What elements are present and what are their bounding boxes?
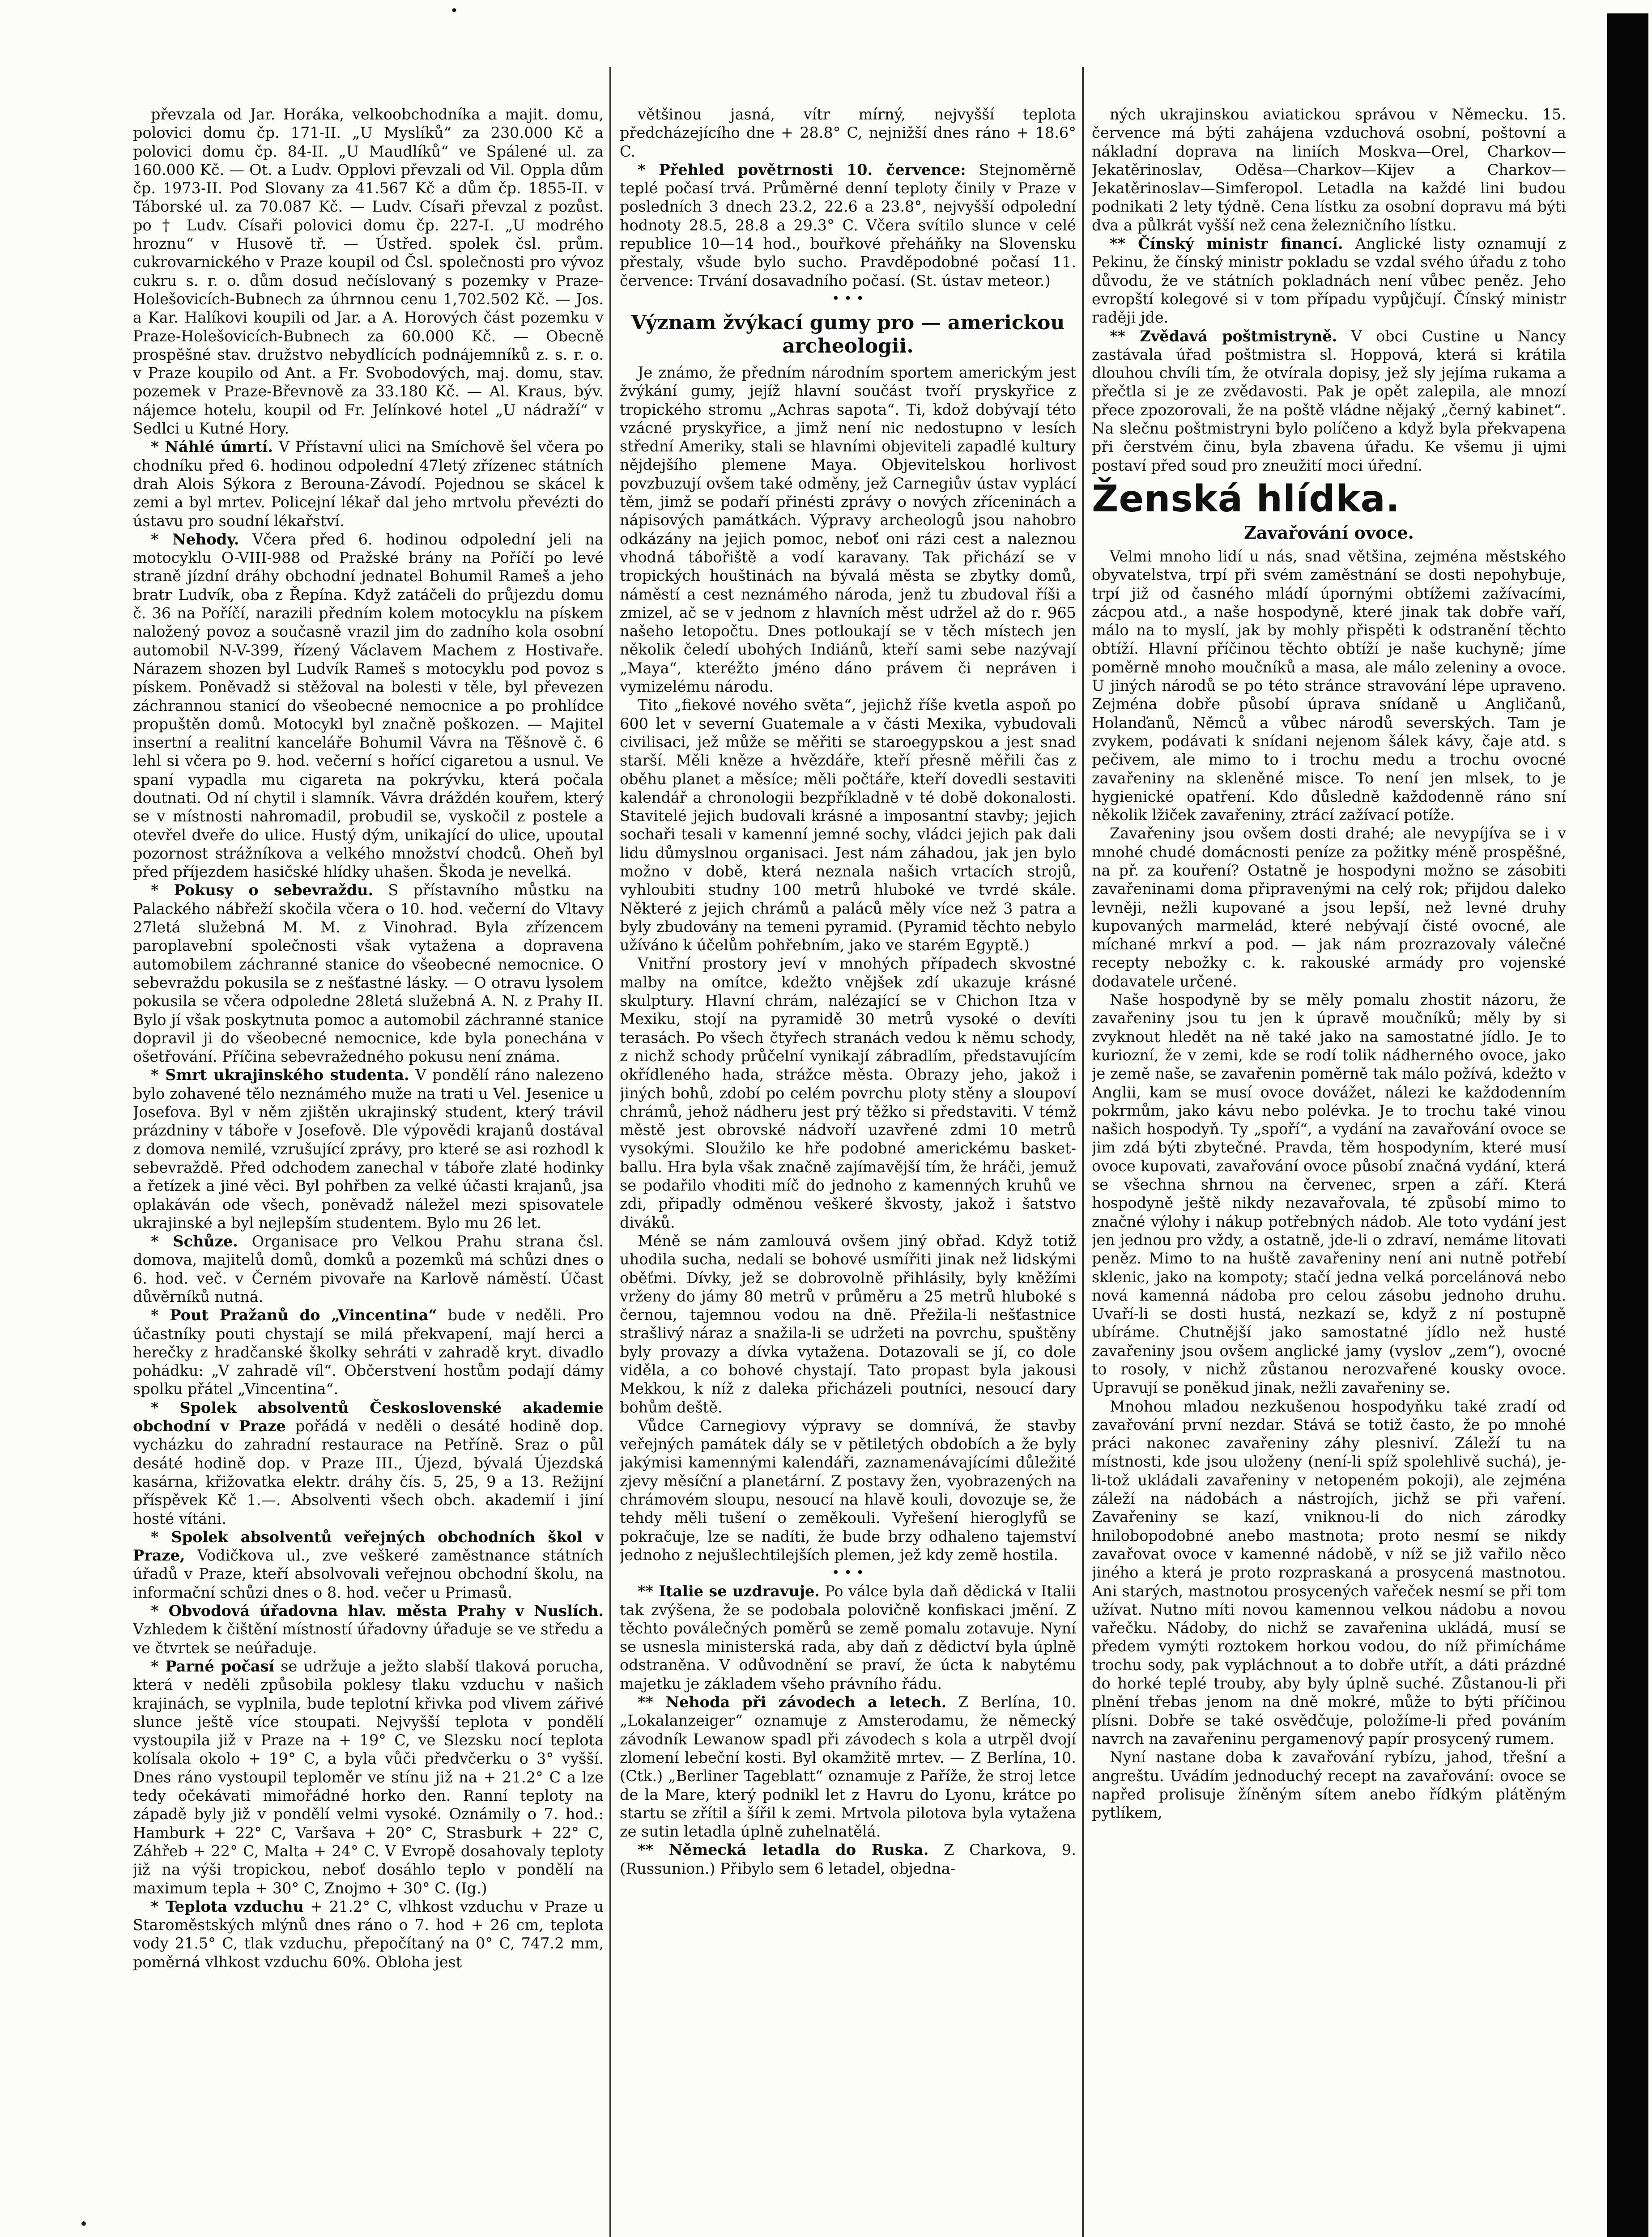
news-paragraph [620,1582,1076,1693]
news-paragraph [133,1232,604,1306]
paragraph-lead: ** Nehoda při závodech a letech. [638,1693,947,1711]
news-paragraph [1092,1748,1566,1822]
paragraph-lead: * Smrt ukrajinského studenta. [151,1066,409,1084]
paragraph-text: ných ukrajinskou aviatickou správou v Německu. 15. července má býti zahájena vzduchová osobní, poštovní a nákladní doprava na liniích Moskva—Orel, Charkov—Jekatěrinoslav, Oděsa—Charkov—Kijev a Charkov—Jekatěrinoslav—Simferopol. Letadla na každé lini budou podnikati 2 lety týdně. Cena lístku za osobní dopravu má býti dva a půlkrát vyšší než cena železničního lístku. [1092,106,1566,234]
paragraph-text: Tito „fiekové nového světa“, jejichž říše kvetla aspoň po 600 let v severní Guatemale a v části Mexika, vybudovali civilisaci, jež může se měřiti se staroegypskou a jest snad starší. Měli kněze a hvězdáře, kteří přesně měřili čas z oběhu planet a měsíce; měli počtáře, kteří dovedli sestaviti kalendář a chronologii bezpříkladně v té době dokonalosti. Stavitelé jejich budovali krásné a imposantní stavby; jejich sochaři tesali v kamenní jemné sochy, vládci jejich pak dali lidu důmyslnou organisaci. Jest nám záhadou, jak jen bylo možno v době, která neznala našich vrtacích strojů, vyhloubiti studny 100 metrů hluboké ve tvrdé skále. Některé z jejich chrámů a paláců měly více než 3 patra a byly zbudovány na temeni pyramid. (Pyramid těchto nebylo užíváno k účelům pohřebním, jako ve starém Egyptě.) [620,696,1076,954]
news-paragraph [1092,1397,1566,1748]
news-notes [1092,105,1566,475]
paragraph-text: Stejnoměrně teplé počasí trvá. Průměrné denní teploty činily v Praze v posledních 3 dnech 23.2, 22.6 a 23.8°, nejvyšší odpolední hodnoty 28.5, 28.8 a 29.3° C. Včera svítilo slunce v celé republice 10—14 hod., bouřkové přeháňky na Slovensku přestaly, všude bylo sucho. Pravděpodobné počasí 11. července: Trvání dosavadního počasí. (St. ústav meteor.) [620,161,1076,289]
paragraph-lead: ** Čínský ministr financí. [1110,235,1343,253]
paragraph-text: Velmi mnoho lidí u nás, snad většina, zejména městského obyvatelstva, trpí při svém zaměstnání se dosti nepohybuje, trpí již od časného mládí úpornými obtížemi zažívacími, zácpou atd., a naše hospodyně, které jinak tak dobře vaří, málo na to myslí, jak by mohly přispěti k odstranění těchto obtíží. Hlavní příčinou těchto obtíží je naše kuchyně; jíme poměrně mnoho moučníků a masa, ale málo zeleniny a ovoce. U jiných národů se po této stránce stravování lépe upraveno. Zejména dobře působí úprava snídaně u Angličanů, Holanďanů, Němců a vůbec národů severských. Tam je zvykem, podávati k snídani nejenom šálek kávy, čaje atd. s pečivem, ale mimo to i trochu medu a trochu ovocné zavařeniny na skleněné misce. To není jen mlsek, to je hygienické opatření. Kdo důsledně každodenně ráno sní několik lžiček zavařeniny, ztrácí zažívací potíže. [1092,547,1566,824]
news-notes [620,1582,1076,1878]
news-paragraph [620,105,1076,161]
news-paragraph [620,1232,1076,1416]
news-paragraph [620,696,1076,954]
news-paragraph [1092,547,1566,824]
paragraph-lead: ** Německá letadla do Ruska. [638,1841,929,1859]
news-paragraph [133,1657,604,1897]
paragraph-lead: * Nehody. [151,530,239,548]
news-paragraph [1092,327,1566,475]
paragraph-text: Organisace pro Velkou Prahu strana čsl. domova, majitelů domů, domků a pozemků má schůzi dnes o 6. hod. več. v Černém pivovaře na Karlově náměstí. Účast důvěrníků nutná. [133,1233,604,1306]
paragraph-text: S přístavního můstku na Palackého nábřeží skočila včera o 10. hod. večerní do Vltavy 27letá služebná M. M. z Vinohrad. Byla zřízencem paroplavební společnosti však vytažena a dopravena automobilem záchranné stanice do všeobecné nemocnice. O sebevraždu pokusila se z nešťastné lásky. — O otravu lysolem pokusila se včera odpoledne 28letá služebná A. N. z Prahy II. Bylo jí však poskytnuta pomoc a automobil záchranné stanice dopravil ji do všeobecné nemocnice, kde byla ponechána v ošetřování. Příčina sebevražedného pokusu není známa. [133,881,604,1066]
paragraph-lead: * Pokusy o sebevraždu. [151,881,374,899]
margin-speck [81,2221,86,2226]
paragraph-text: Méně se nám zamlouvá ovšem jiný obřad. Když totiž uhodila sucha, nedali se bohové usmířiti jinak než lidskými oběťmi. Dívky, jež se dobrovolně přihlásily, byly kněžími vrženy do jámy 80 metrů v průměru a 25 metrů hluboké s černou, tajemnou vodou na dně. Přežila-li nešťastnice strašlivý náraz a snažila-li se udržeti na povrchu, spuštěny byly provazy a dívka vytažena. Dotazovali se jí, co dole viděla, a co bohové chystají. Tato propast byla jakousi Mekkou, k níž z daleka přicházeli poutníci, nesoucí dary bohům deště. [620,1232,1076,1416]
news-paragraph [620,363,1076,696]
column-divider [609,67,611,2237]
paragraph-lead: * Spolek absolventů veřejných obchodních škol v Praze, [133,1528,604,1565]
news-paragraph [620,1841,1076,1878]
binding-edge [1607,13,1648,2237]
news-paragraph [133,1306,604,1398]
section-subtitle: Zavařování ovoce. [1244,522,1414,543]
news-paragraph [620,1693,1076,1841]
news-paragraph [133,1399,604,1528]
paragraph-text: bude v neděli. Pro účastníky pouti chystají se milá překvapení, mají herci a herečky z hradčanské školky sehráti v zahradě kryt. divadlo pohádku: „V zahradě víl“. Občerstvení hostům podají dámy spolku přátel „Vincentina“. [133,1306,604,1398]
paragraph-text: Z Berlína, 10. „Lokalanzeiger“ oznamuje z Amsterodamu, že německý závodník Lewanow spadl při závodech s kola a utrpěl dvojí zlomení lebeční kosti. Byl okamžitě mrtev. — Z Berlína, 10. (Ctk.) „Berliner Tageblatt“ oznamuje z Paříže, že stroj letce de la Mare, který podnikl let z Havru do Lyonu, krátce po startu se zřítil a šířil k zemi. Mrtvola pilotova byla vytažena ze sutin letadla úplně zuhelnatělá. [620,1693,1076,1841]
paragraph-text: V Přístavní ulici na Smíchově šel včera po chodníku před 6. hodinou odpolední 47letý zřízenec státních drah Alois Sýkora z Berouna-Závodí. Pojednou se skácel k zemi a byl mrtev. Policejní lékař dal jeho mrtvolu převézti do ústavu pro soudní lékařství. [133,438,604,530]
paragraph-lead: * Náhlé úmrtí. [151,438,273,456]
paragraph-text: pořádá v neděli o desáté hodině dop. vycházku do zahradní restaurace na Petříně. Sraz o půl desáté hodině dop. v Praze III., Újezd, bývalá Újezdská kasárna, křižovatka elektr. dráhy čís. 5, 25, 9 a 13. Režijní příspěvek Kč 1.—. Absolventi všech obch. akademií i jiní hosté vítáni. [133,1417,604,1527]
section-body [1092,547,1566,1822]
paragraph-text: Vodičkova ul., zve veškeré zaměstnance státních úřadů v Praze, kteří absolvovali veřejnou obchodní školu, na informační schůzi dnes o 8. hod. večer u Primasů. [133,1547,604,1601]
paragraph-lead: ** Italie se uzdravuje. [638,1582,820,1600]
article-heading: Význam žvýkací gumy pro — americkou archeologii. [631,311,1065,357]
column-1 [133,105,604,2237]
news-paragraph [133,438,604,530]
paragraph-text: Vzhledem k čištění místností úřadovny úřaduje se ve středu a ve čtvrtek se neúřaduje. [133,1620,604,1657]
paragraph-lead: * Teplota vzduchu [151,1897,304,1915]
news-paragraph [133,1528,604,1602]
news-paragraph [133,881,604,1066]
paragraph-text: Nyní nastane doba k zavařování rybízu, jahod, třešní a angreštu. Uvádím jednoduchý recept na zavařování: ovoce se napřed prolisuje žíněným sítem anebo řídkým plátěným pytlíkem, [1092,1748,1566,1822]
paragraph-text: Je známo, že předním národním sportem americkým jest žvýkání gumy, jejíž hlavní součást tvoří pryskyřice z tropického stromu „Achras sapota“. Ti, kdož dobývají této vzácné pryskyřice, a jimž není nic nedostupno v lesích střední Ameriky, stali se hlavními objeviteli zapadlé kultury nějdejšího plemene Maya. Objevitelskou horlivost povzbuzují ovšem také odměny, jež Carnegiův ústav vyplácí těm, jimž se podaří přinésti zprávy o nových zříceninách a nápisových památkách. Výpravy archeologů jsou nahobro odkázány na jejich pomoc, neboť oni rázi cest a naleznou vhodná tábořiště a vodí karavany. Tak přichází se v tropických houštinách na bývalá města se zbytky domů, náměstí a cest neznámého národa, jenž tu zbudoval říši a zmizel, ač se v jednom z hlavních měst udržel až do r. 965 našeho letopočtu. Dnes potloukají se v těch místech jen několik čeledí ubohých Indiánů, kteří sami sebe nazývají „Maya“, kteréžto jméno dáno právem či nepráven i vymizelému národu. [620,363,1076,696]
paragraph-text: Z Charkova, 9. (Russunion.) Přibylo sem 6 letadel, objedna- [620,1841,1076,1877]
paragraph-lead: * Přehled povětrnosti 10. července: [638,161,966,179]
section-title: Ženská hlídka. [1092,477,1400,520]
news-paragraph [133,1602,604,1657]
paragraph-text: V pondělí ráno nalezeno bylo zohavené tělo neznámého muže na trati u Vel. Jesenice u Josefova. Byl v něm zjištěn ukrajinský student, který trávil prázdniny v táboře v Josefově. Dle výpovědi krajanů dostával z domova nemilé, vzrušující zprávy, pro které se asi rozhodl k sebevraždě. Před odchodem zanechal v táboře zlaté hodinky a řetízek a jiné věci. Byl pohřben za velké účasti krajanů, jsa oplakáván ode všech, poněvadž náležel mezi spisovatele ukrajinské a byl nejlepším studentem. Bylo mu 26 let. [133,1066,604,1232]
paragraph-text: Mnohou mladou nezkušenou hospodyňku také zradí od zavařování první nezdar. Stává se totiž často, že po mnohé práci nakonec zavařeniny záhy plesniví. Záleží tu na místnosti, kde jsou uloženy (není-li spíž spolehlivě suchá), je-li-tož ukládali zavařeniny v netopeném pokoji), ale zejména záleží na nádobách a nástrojích, jichž se při vaření. Zavařeniny se kazí, vniknou-li do nich zárodky hnilobopodobné anebo mastnota; proto nesmí se nikdy zavařovat ovoce v kamenné nádobě, v níž se již vařilo něco jiného a která je proto rozpraskaná a prosycená mastnotou. Ani starých, mastnotou prosycených vařeček nesmí se při tom užívat. Nutno míti novou kamennou velkou nádobu a novou vařečku. Nádoby, do nichž se zavařenina ukládá, musí se předem vymýti roztokem horkou vodou, do níž přimícháme trochu sody, pak vypláchnout a to dobře utřít, a dáti prázdné do horké teplé trouby, aby byly úplně suché. Zůstanou-li při plnění třebas jenom na dně mokré, může to býti příčinou plísni. Dobře se také osvědčuje, položíme-li před pováním navrch na zavařeninu pergamenový papír prosycený rumem. [1092,1397,1566,1748]
paragraph-text: Vnitřní prostory jeví v mnohých případech skvostné malby na omítce, kdežto vnějšek zdí ukazuje krásné skulptury. Hlavní chrám, nalézající se v Chichon Itza v Mexiku, stojí na pyramidě 30 metrů vysoké o devíti terasách. Po všech čtyřech stranách vedou k němu schody, z nichž schody průčelní vynikají zábradlím, představujícím okřídleného hada, strážce města. Obrazy jeho, jakož i jiných bohů, zdobí po celém povrchu ploty stěny a sloupoví chrámů, jehož nádheru jest prý těžko si představiti. V témž městě jest obrovské nádvoří uzavřené zdmi 10 metrů vysokými. Sloužilo ke hře podobné americkému basket-ballu. Hra byla však značně zajímavější tím, že hráči, jemuž se podařilo vhoditi míč do jednoho z kamenných kruhů ve zdi, připadly odměnou veškeré škvosty, jakož i šatstvo diváků. [620,955,1076,1231]
paragraph-text: + 21.2° C, vlhkost vzduchu v Praze u Staroměstských mlýnů dnes ráno o 7. hod + 26 cm, teplota vody 21.5° C, tlak vzduchu, přepočítaný na 0° C, 747.2 mm, poměrná vlhkost vzduchu 60%. Obloha jest [133,1897,604,1971]
news-paragraph [620,1416,1076,1564]
column-3 [1092,105,1566,2237]
paragraph-text: se udržuje a ježto slabší tlaková porucha, která v neděli způsobila poklesy tlaku vzduchu v našich krajinách, se vyplnila, bude teplotní křivka pod vlivem zářivé slunce ještě více stoupati. Nejvyšší teplota v pondělí vystoupila již v Praze na + 19° C, ve Slezsku nocí teplota kolísala okolo + 19° C, a byla vůči předvčerku o 3° vyšší. Dnes ráno vystoupil teploměr ve stínu již na + 21.2° C a lze tedy očekávati mimořádné horko den. Ranní teploty na západě byly již v pondělí velmi vysoké. Oznámily o 7. hod.: Hamburk + 22° C, Varšava + 20° C, Strasburk + 22° C, Záhřeb + 22° C, Malta + 24° C. V Evropě dosahovaly teploty již na výši tropickou, neboť dosáhlo teplo v pondělí na maximum tepla + 30° C, Znojmo + 30° C. (Ig.) [133,1657,604,1897]
paragraph-text: převzala od Jar. Horáka, velkoobchodníka a majit. domu, polovici domu čp. 171-II. „U Myslíků“ za 230.000 Kč a polovici domu čp. 84-II. „U Maudlíků“ ve Spálené ul. za 160.000 Kč. — Ot. a Ludv. Opplovi převzali od Vil. Oppla dům čp. 1973-II. Pod Slovany za 41.567 Kč a dům čp. 1855-II. v Táborské ul. za 70.087 Kč. — Ludv. Císaři převzal z pozůst. po † Ludv. Císaři polovici domu čp. 227-I. „U modrého hroznu“ v Husově tř. — Ústřed. spolek čsl. prům. cukrovarnického v Praze koupil od Čsl. společnosti pro vývoz cukru s. r. o. dům dosud nečíslovaný s pozemky v Praze-Holešovicích-Bubnech za úhrnnou cenu 1,702.502 Kč. — Jos. a Kar. Halíkovi koupili od Jar. a A. Horových část pozemku v Praze-Holešovicích-Bubnech za 60.000 Kč. — Obecně prospěšné stav. družstvo nebydlících podnájemníků z. s. r. o. v Praze koupilo od Ant. a Fr. Svobodových, maj. domu, stav. pozemek v Praze-Břevnově za 33.180 Kč. — Al. Kraus, býv. nájemce hotelu, koupil od Fr. Jelínkové hotel „U nádraží“ v Sedlci u Kutné Hory. [133,106,604,438]
news-paragraph [133,105,604,438]
paragraph-lead: * Parné počasí [151,1657,275,1675]
paragraph-text: Naše hospodyně by se měly pomalu zhostit názoru, že zavařeniny jsou tu jen k úpravě moučníků; měly by si zvyknout hledět na ně také jako na samostatné jídlo. Je to kuriozní, že v zemi, kde se rodí tolik nádherného ovoce, jako je země naše, se zavařenin poměrně tak málo požívá, kdežto v Anglii, kam se musí ovoce dovážet, nálezi ke každodenním pokrmům, jako kávu nebo polévka. Je to trochu také vinou našich hospodyň. Ty „spoří“, a vydání na zavařování ovoce se jim zdá býti zbytečné. Pravda, těm hospodyním, které musí ovoce kupovati, zavařování ovoce působí značná vydání, která se všechna shrnou na červenec, srpen a září. Která hospodyně ještě nikdy nezavařovala, té způsobí mimo to značné výlohy i nákup potřebných nádob. Ale toto vydání jest jen jednou pro vždy, a ostatně, jde-li o zdraví, nemáme litovati peněz. Mimo to na huště zavařeniny není ani nutně potřebí sklenic, jako na kompoty; stačí jedna velká porcelánová nebo nová kamenná nádoba pro celou zásobu jednoho druhu. Uvaří-li se dosti hustá, nezkazí se, když z ní postupně ubíráme. Chutnější jako samostatné jídlo než husté zavařeniny jsou ovšem anglické jamy (vyslov „zem“), ovocné to rosoly, v nichž zůstanou nerozvařené kousky ovoce. Upravují se poněkud jinak, nežli zavařeniny se. [1092,991,1566,1397]
separator-stars: • • • [831,1565,864,1581]
paragraph-text: Včera před 6. hodinou odpolední jeli na motocyklu O-VIII-988 od Pražské brány na Poříčí po levé straně jízdní dráhy obchodní jednatel Bohumil Rameš a jeho bratr Ludvík, oba z Řepína. Když zatáčeli do průjezdu domu č. 36 na Poříčí, narazili předním kolem motocyklu na pískem naložený povoz a současně vrazil jim do zadního kola osobní automobil N-V-399, řízený Václavem Machem z Hostivaře. Nárazem shozen byl Ludvík Rameš s motocyklu pod povoz s pískem. Poněvadž si stěžoval na bolesti v těle, byl převezen záchrannou stanicí do všeobecné nemocnice a po prohlídce propuštěn domů. Motocykl byl značně poškozen. — Majitel insertní a realitní kanceláře Bohumil Vávra na Těšnově č. 6 lehl si včera po 9. hod. večerní s hořící cigaretou a usnul. Ve spaní vypadla mu cigareta na pokrývku, která počala doutnati. Od ní chytil i slamník. Vávra dráždén kouřem, který se v místnosti nahromadil, probudil se, vyskočil z postele a otevřel dveře do ulice. Hustý dým, unikající do ulice, upoutal pozornost strážníkova a velkého množství chodců. Oheň byl před příjezdem hasičské hlídky uhašen. Škoda je nevelká. [133,530,604,881]
paragraph-text: Po válce byla daň dědická v Italii tak zvýšena, že se podobala polovičně konfiskaci jmění. Z těchto poválečných poměrů se země pomalu zotavuje. Nyní se usnesla ministerská rada, aby daň z dědictví byla úplně odstraněna. V odůvodnění se praví, že úcta k nabytému majetku je základem všeho právního řádu. [620,1582,1076,1693]
news-paragraph [1092,991,1566,1397]
paragraph-text: většinou jasná, vítr mírný, nejvyšší teplota předcházejícího dne + 28.8° C, nejnižší dnes ráno + 18.6° C. [620,106,1076,160]
news-paragraph [133,1066,604,1232]
top-mark: • [450,3,458,19]
news-paragraph [133,1897,604,1971]
column-divider [1082,67,1084,2237]
news-paragraph [133,530,604,881]
paragraph-lead: * Schůze. [151,1233,238,1250]
column-2 [620,105,1076,2237]
paragraph-text: V obci Custine u Nancy zastávala úřad poštmistra sl. Hoppová, která si krátila dlouhou chvíli tím, že otvírala dopisy, jež sly jejíma rukama a přečtla si je ze zvědavosti. Pak je opět zalepila, ale mnozí přece zpozorovali, že na poště vládne nějaký „černý kabinet“. Na slečnu poštmistryni bylo políčeno a když byla překvapena při čerstvém činu, byla zbavena úřadu. Ke všemu ji ujmi postaví před soud pro zneužití moci úřední. [1092,327,1566,474]
news-paragraph [620,954,1076,1231]
separator-stars: • • • [831,290,864,306]
paragraph-text: Anglické listy oznamují z Pekinu, že čínský ministr pokladu se vzdal svého úřadu z toho důvodu, že ve státních pokladnách není vůbec peněz. Jeho evropští kolegové si v tom případu vypůjčují. Čínský ministr raději jde. [1092,235,1566,327]
news-paragraph [1092,234,1566,327]
news-paragraph [1092,105,1566,234]
news-paragraph [1092,824,1566,991]
paragraph-lead: ** Zvědavá poštmistryně. [1110,327,1337,345]
weather-notes [620,105,1076,290]
paragraph-text: Zavařeniny jsou ovšem dosti drahé; ale nevypíjíva se i v mnohé chudé domácnosti peníze za požitky méně prospěšné, na př. za kouření? Ostatně je hospodyni možno se zásobiti zavařeninami doma připravenými na celý rok; přijdou daleko levněji, nežli kupované a jsou lepší, než levné druhy kupovaných marmelád, které nebývají čisté ovocné, ale míchané mrkví a pod. — jak nám prozrazovaly válečné recepty nebožky c. k. rakouské armády pro vojenské dodavatele určené. [1092,825,1566,990]
paragraph-text: Vůdce Carnegiovy výpravy se domnívá, že stavby veřejných památek dály se v pětiletých obdobích a že byly jakýmisi kamennými kalendáři, zaznamenávajícími důležité zjevy měsíční a planetární. Z postavy žen, vyobrazených na chrámovém sloupu, nesoucí na hlavě kouli, dovozuje se, že tehdy měli tušení o zeměkouli. Vyřešení hieroglyfů se pokračuje, lze se nadíti, že bude brzy odhaleno tajemství jednoho z nejušlechtilejších plemen, jež kdy země hostila. [620,1416,1076,1564]
news-paragraph [620,161,1076,290]
paragraph-lead: * Spolek absolventů Československé akademie obchodní v Praze [133,1399,604,1435]
paragraph-lead: * Pout Pražanů do „Vincentina“ [151,1306,437,1324]
article-body [620,363,1076,1564]
paragraph-lead: * Obvodová úřadovna hlav. města Prahy v Nuslích. [151,1602,604,1620]
